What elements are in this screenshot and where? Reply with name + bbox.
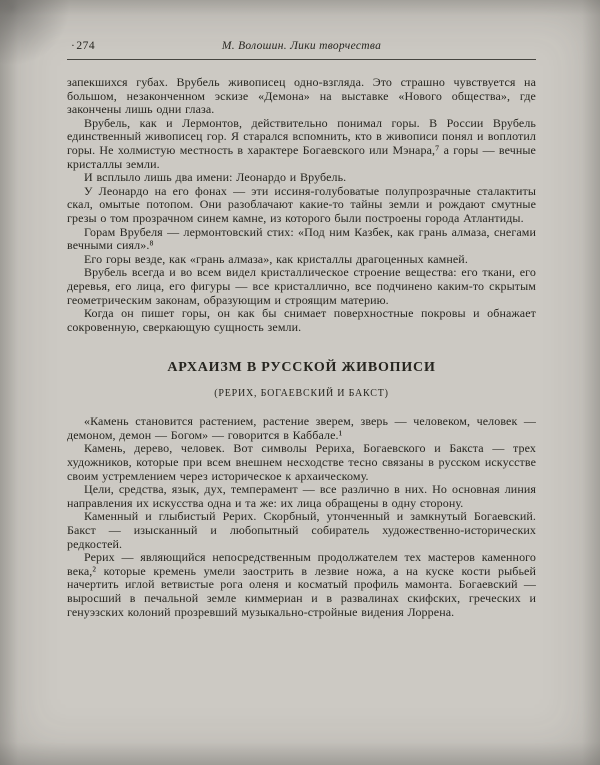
paragraph: И всплыло лишь два имени: Леонардо и Врубель.	[84, 170, 347, 185]
page-number: · 274	[71, 40, 95, 52]
paragraph: Каменный и глыбистый Рерих. Скорбный, утонченный и замкнутый Богаевский. Бакст — изысканный и любопытный собиратель художественно-исторических редкостей.	[67, 509, 536, 551]
text-block	[67, 76, 536, 619]
paragraph: Рерих — являющийся непосредственным продолжателем тех мастеров каменного века,² которые кремень умели заострить в лезвие ножа, а на куске кости рыбьей начертить иглой ветвистые рога оленя и косматый профиль мамонта. Богаевский — выросший в печальной земле киммериан и в развалинах скифских, греческих и генуэзских колоний прозревший музыкально-стройные видения Лоррена.	[67, 550, 536, 619]
running-title: М. Волошин. Лики творчества	[221, 40, 382, 52]
paragraph: Когда он пишет горы, он как бы снимает поверхностные покровы и обнажает сокровенную, сверкающую сущность земли.	[67, 306, 536, 334]
paragraph: Врубель, как и Лермонтов, действительно понимал горы. В России Врубель единственный живописец гор. Я старался вспомнить, кто в живописи понял и воплотил горы. Не холмистую местность в характере Богаевского или Мэнара,⁷ а горы — вечные кристаллы земли.	[67, 115, 536, 171]
paragraph: «Камень становится растением, растение зверем, зверь — человеком, человек — демоном, демон — Богом» — говорится в Каббале.¹	[67, 414, 536, 442]
page-content	[67, 40, 536, 619]
chapter-title: АРХАИЗМ В РУССКОЙ ЖИВОПИСИ	[167, 360, 436, 376]
paragraph: Цели, средства, язык, дух, темперамент — все различно в них. Но основная линия направления их искусства одна и та же: их лица обращены в одну сторону.	[67, 482, 536, 510]
paragraph: Горам Врубеля — лермонтовский стих: «Под ним Казбек, как грань алмаза, снегами вечными сиял».⁸	[67, 224, 536, 253]
paragraph: Камень, дерево, человек. Вот символы Рериха, Богаевского и Бакста — трех художников, которые при всем внешнем несходстве тесно связаны в русском искусстве своим устремлением через историческое к архаическому.	[67, 441, 536, 483]
paragraph: запекшихся губах. Врубель живописец одно-взгляда. Это страшно чувствуется на большом, незаконченном эскизе «Демона» на выставке «Нового общества», где закончены лишь одни глаза.	[67, 75, 536, 117]
section-vrubel	[67, 76, 536, 334]
running-head	[67, 40, 536, 60]
chapter-subtitle: (РЕРИХ, БОГАЕВСКИЙ И БАКСТ)	[214, 388, 389, 400]
paragraph: Врубель всегда и во всем видел кристаллическое строение вещества: его ткани, его деревья, его лица, его фигуры — все кристаллично, все подчинено каким-то скрытым геометрическим законам, образующим и строящим материю.	[67, 265, 536, 307]
paragraph: У Леонардо на его фонах — эти иссиня-голубоватые полупрозрачные сталактиты скал, омытые потопом. Они разоблачают какие-то тайны земли и рождают смутные грезы о том прозрачном синем камне, из которого были построены города Атлантиды.	[67, 183, 536, 225]
section-archaism	[67, 415, 536, 619]
paragraph: Его горы везде, как «грань алмаза», как кристаллы драгоценных камней.	[84, 251, 468, 266]
